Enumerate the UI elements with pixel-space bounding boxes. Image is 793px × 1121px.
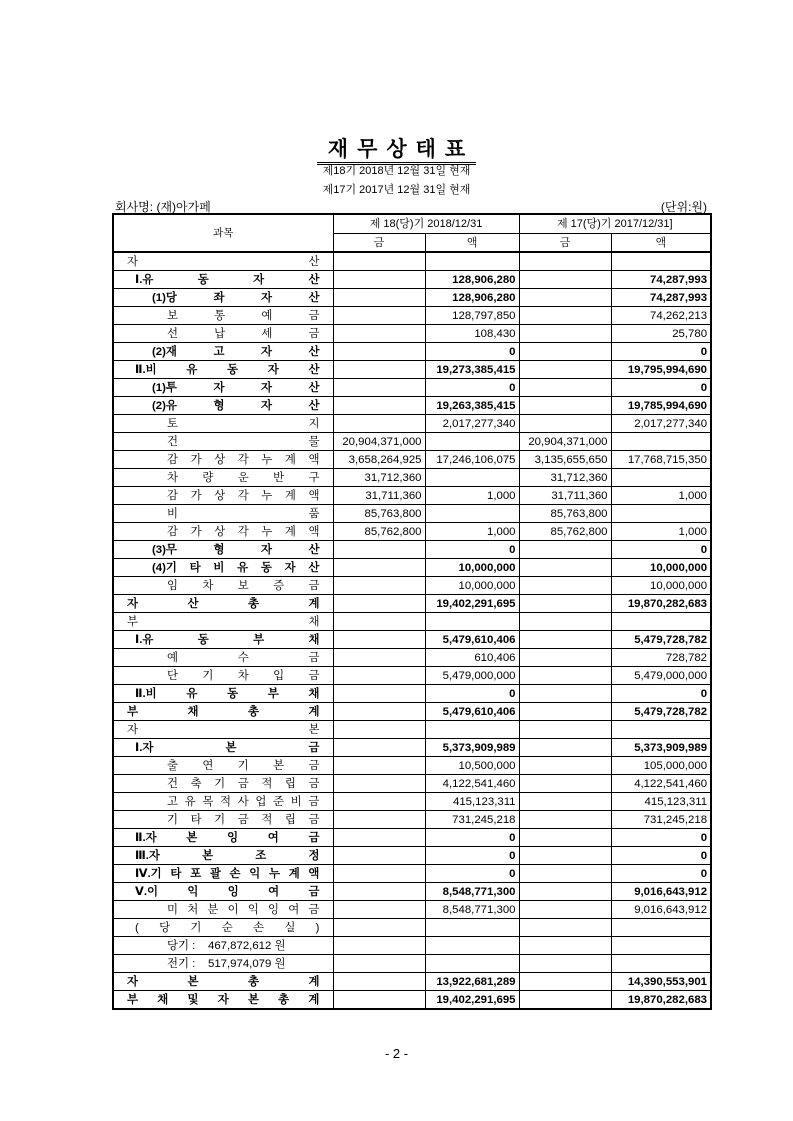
amount-cell [519, 739, 611, 757]
amount-cell [519, 973, 611, 991]
amount-cell: 31,711,360 [333, 487, 425, 505]
account-name: 자 산 총 계 [113, 595, 333, 613]
amount-cell [333, 271, 425, 289]
table-row [113, 739, 711, 757]
account-name: 예 수 금 [113, 649, 333, 667]
amount-cell: 0 [611, 847, 711, 865]
account-name: 보 통 예 금 [113, 307, 333, 325]
amount-cell: 5,479,610,406 [425, 631, 519, 649]
amount-cell: 31,711,360 [519, 487, 611, 505]
amount-cell: 5,479,728,782 [611, 703, 711, 721]
amount-cell: 3,658,264,925 [333, 451, 425, 469]
table-row [113, 667, 711, 685]
amount-cell [333, 415, 425, 433]
amount-cell [333, 973, 425, 991]
amount-cell: 5,479,000,000 [611, 667, 711, 685]
table-row [113, 991, 711, 1010]
amount-cell [519, 613, 611, 631]
table-row [113, 631, 711, 649]
amount-cell: 10,500,000 [425, 757, 519, 775]
table-row [113, 252, 711, 271]
amount-cell: 0 [611, 829, 711, 847]
amount-cell [425, 252, 519, 271]
account-name: 차 량 운 반 구 [113, 469, 333, 487]
amount-cell: 0 [425, 541, 519, 559]
table-row [113, 307, 711, 325]
amount-cell [333, 739, 425, 757]
amount-cell: 0 [611, 685, 711, 703]
table-row [113, 505, 711, 523]
table-row [113, 919, 711, 937]
balance-sheet-table [112, 213, 712, 1010]
account-name: Ⅰ.유 동 자 산 [113, 271, 333, 289]
amount-cell: 0 [425, 847, 519, 865]
amount-cell [333, 289, 425, 307]
amount-cell [333, 343, 425, 361]
amount-cell: 13,922,681,289 [425, 973, 519, 991]
amount-cell: 5,479,728,782 [611, 631, 711, 649]
amount-cell [519, 721, 611, 739]
header-current-period: 제 18(당)기 2018/12/31 [333, 214, 519, 234]
amount-cell [333, 252, 425, 271]
amount-cell [519, 307, 611, 325]
amount-cell [519, 703, 611, 721]
amount-cell: 74,262,213 [611, 307, 711, 325]
amount-cell: 10,000,000 [611, 559, 711, 577]
account-name: 부 채 총 계 [113, 703, 333, 721]
amount-cell [425, 937, 519, 955]
amount-cell [519, 415, 611, 433]
amount-cell [519, 937, 611, 955]
amount-cell: 0 [611, 865, 711, 883]
amount-cell [519, 343, 611, 361]
table-row [113, 433, 711, 451]
account-name: 당기 : 467,872,612 원 [113, 937, 333, 955]
header-account: 과목 [113, 214, 333, 252]
table-row [113, 865, 711, 883]
period-current: 제18기 2018년 12월 31일 현재 [322, 165, 471, 177]
account-name: 고 유 목 적 사 업 준 비 금 [113, 793, 333, 811]
table-row [113, 379, 711, 397]
account-name: Ⅱ.비 유 동 부 채 [113, 685, 333, 703]
account-name: 전기 : 517,974,079 원 [113, 955, 333, 973]
amount-cell [519, 252, 611, 271]
amount-cell: 85,763,800 [519, 505, 611, 523]
account-name: (2)유 형 자 산 [113, 397, 333, 415]
amount-cell [333, 667, 425, 685]
amount-cell: 31,712,360 [519, 469, 611, 487]
table-row [113, 559, 711, 577]
amount-cell [519, 289, 611, 307]
amount-cell: 19,795,994,690 [611, 361, 711, 379]
amount-cell [333, 361, 425, 379]
amount-cell [519, 811, 611, 829]
amount-cell [333, 937, 425, 955]
amount-cell [333, 307, 425, 325]
amount-cell: 108,430 [425, 325, 519, 343]
amount-cell: 19,263,385,415 [425, 397, 519, 415]
header-amount-label: 액 [425, 234, 519, 253]
amount-cell [611, 505, 711, 523]
amount-cell [519, 865, 611, 883]
amount-cell [519, 667, 611, 685]
table-row [113, 271, 711, 289]
amount-cell: 1,000 [425, 523, 519, 541]
amount-cell: 74,287,993 [611, 289, 711, 307]
account-name: 기 타 기 금 적 립 금 [113, 811, 333, 829]
amount-cell [611, 937, 711, 955]
account-name: 임 차 보 증 금 [113, 577, 333, 595]
amount-cell [333, 865, 425, 883]
amount-cell: 17,246,106,075 [425, 451, 519, 469]
account-name: 부 채 [113, 613, 333, 631]
table-row [113, 847, 711, 865]
table-row [113, 415, 711, 433]
account-name: Ⅰ.유 동 부 채 [113, 631, 333, 649]
account-name: 선 납 세 금 [113, 325, 333, 343]
table-row [113, 595, 711, 613]
amount-cell: 105,000,000 [611, 757, 711, 775]
amount-cell: 31,712,360 [333, 469, 425, 487]
amount-cell [611, 721, 711, 739]
table-row [113, 451, 711, 469]
amount-cell: 2,017,277,340 [425, 415, 519, 433]
table-row [113, 325, 711, 343]
amount-cell: 19,402,291,695 [425, 595, 519, 613]
amount-cell [333, 379, 425, 397]
amount-cell [611, 613, 711, 631]
amount-cell [425, 955, 519, 973]
amount-cell [333, 577, 425, 595]
account-name: 단 기 차 입 금 [113, 667, 333, 685]
amount-cell [519, 991, 611, 1010]
amount-cell: 0 [611, 541, 711, 559]
amount-cell [425, 919, 519, 937]
amount-cell: 731,245,218 [425, 811, 519, 829]
amount-cell [519, 559, 611, 577]
account-name: Ⅰ.자 본 금 [113, 739, 333, 757]
amount-cell [333, 811, 425, 829]
account-name: Ⅴ.이 익 잉 여 금 [113, 883, 333, 901]
account-name: (3)무 형 자 산 [113, 541, 333, 559]
header-amount-label: 금 [333, 234, 425, 253]
amount-cell [611, 469, 711, 487]
amount-cell [611, 433, 711, 451]
table-row [113, 613, 711, 631]
account-name: Ⅳ.기 타 포 괄 손 익 누 계 액 [113, 865, 333, 883]
amount-cell [333, 991, 425, 1010]
amount-cell [519, 883, 611, 901]
amount-cell: 731,245,218 [611, 811, 711, 829]
amount-cell: 728,782 [611, 649, 711, 667]
amount-cell: 20,904,371,000 [519, 433, 611, 451]
amount-cell [333, 919, 425, 937]
amount-cell [333, 397, 425, 415]
amount-cell: 9,016,643,912 [611, 901, 711, 919]
amount-cell: 10,000,000 [611, 577, 711, 595]
amount-cell [519, 541, 611, 559]
account-name: 건 물 [113, 433, 333, 451]
table-row [113, 775, 711, 793]
amount-cell: 74,287,993 [611, 271, 711, 289]
amount-cell: 128,906,280 [425, 271, 519, 289]
account-name: 자 본 총 계 [113, 973, 333, 991]
amount-cell: 0 [425, 685, 519, 703]
account-name: 미 처 분 이 익 잉 여 금 [113, 901, 333, 919]
amount-cell [519, 379, 611, 397]
amount-cell [333, 685, 425, 703]
amount-cell [611, 252, 711, 271]
header-prior-period: 제 17(당)기 2017/12/31] [519, 214, 711, 234]
account-name: ( 당 기 순 손 실 ) [113, 919, 333, 937]
amount-cell: 0 [425, 865, 519, 883]
table-row [113, 757, 711, 775]
period-prior: 제17기 2017년 12월 31일 현재 [322, 184, 471, 196]
amount-cell: 19,870,282,683 [611, 991, 711, 1010]
header-amount-label: 액 [611, 234, 711, 253]
header-amount-label: 금 [519, 234, 611, 253]
table-row [113, 343, 711, 361]
table-row [113, 523, 711, 541]
amount-cell [333, 325, 425, 343]
amount-cell [425, 433, 519, 451]
amount-cell [519, 361, 611, 379]
amount-cell: 19,785,994,690 [611, 397, 711, 415]
amount-cell [333, 595, 425, 613]
amount-cell [611, 919, 711, 937]
amount-cell: 5,373,909,989 [425, 739, 519, 757]
amount-cell [333, 793, 425, 811]
amount-cell: 5,479,610,406 [425, 703, 519, 721]
amount-cell: 20,904,371,000 [333, 433, 425, 451]
table-row [113, 811, 711, 829]
table-row [113, 361, 711, 379]
amount-cell [333, 613, 425, 631]
amount-cell: 128,797,850 [425, 307, 519, 325]
amount-cell: 5,479,000,000 [425, 667, 519, 685]
amount-cell [333, 955, 425, 973]
amount-cell: 8,548,771,300 [425, 901, 519, 919]
amount-cell: 415,123,311 [611, 793, 711, 811]
amount-cell: 85,763,800 [333, 505, 425, 523]
account-name: 감 가 상 각 누 계 액 [113, 487, 333, 505]
table-row [113, 649, 711, 667]
account-name: 자 산 [113, 252, 333, 271]
amount-cell [519, 919, 611, 937]
amount-cell: 8,548,771,300 [425, 883, 519, 901]
amount-cell [519, 631, 611, 649]
amount-cell: 1,000 [611, 487, 711, 505]
amount-cell [333, 901, 425, 919]
amount-cell [519, 595, 611, 613]
amount-cell [425, 721, 519, 739]
amount-cell [333, 559, 425, 577]
amount-cell: 85,762,800 [519, 523, 611, 541]
amount-cell [519, 325, 611, 343]
account-name: Ⅱ.자 본 잉 여 금 [113, 829, 333, 847]
amount-cell: 14,390,553,901 [611, 973, 711, 991]
account-name: 자 본 [113, 721, 333, 739]
amount-cell [333, 649, 425, 667]
amount-cell: 0 [425, 379, 519, 397]
amount-cell [333, 775, 425, 793]
amount-cell: 610,406 [425, 649, 519, 667]
account-name: 감 가 상 각 누 계 액 [113, 451, 333, 469]
amount-cell: 0 [425, 829, 519, 847]
amount-cell [519, 271, 611, 289]
amount-cell [519, 757, 611, 775]
amount-cell [519, 577, 611, 595]
account-name: (2)재 고 자 산 [113, 343, 333, 361]
amount-cell [611, 955, 711, 973]
amount-cell [519, 829, 611, 847]
amount-cell: 10,000,000 [425, 577, 519, 595]
amount-cell: 128,906,280 [425, 289, 519, 307]
table-row [113, 469, 711, 487]
amount-cell: 19,402,291,695 [425, 991, 519, 1010]
account-name: 비 품 [113, 505, 333, 523]
account-name: (4)기 타 비 유 동 자 산 [113, 559, 333, 577]
amount-cell [333, 829, 425, 847]
amount-cell: 0 [611, 379, 711, 397]
amount-cell [333, 631, 425, 649]
amount-cell: 3,135,655,650 [519, 451, 611, 469]
amount-cell: 4,122,541,460 [425, 775, 519, 793]
amount-cell [333, 721, 425, 739]
table-row [113, 973, 711, 991]
amount-cell: 25,780 [611, 325, 711, 343]
account-name: Ⅱ.비 유 동 자 산 [113, 361, 333, 379]
amount-cell [519, 901, 611, 919]
table-row [113, 703, 711, 721]
table-row [113, 487, 711, 505]
account-name: 부 채 및 자 본 총 계 [113, 991, 333, 1010]
amount-cell [425, 613, 519, 631]
account-name: Ⅲ.자 본 조 정 [113, 847, 333, 865]
account-name: (1)당 좌 자 산 [113, 289, 333, 307]
company-name: 회사명: (재)아가페 [115, 200, 211, 214]
amount-cell: 4,122,541,460 [611, 775, 711, 793]
document-title: 재무상태표 [0, 133, 793, 163]
account-name: 건 축 기 금 적 립 금 [113, 775, 333, 793]
amount-cell: 0 [611, 343, 711, 361]
amount-cell [519, 955, 611, 973]
table-row [113, 541, 711, 559]
account-name: 출 연 기 본 금 [113, 757, 333, 775]
amount-cell: 9,016,643,912 [611, 883, 711, 901]
amount-cell: 19,870,282,683 [611, 595, 711, 613]
table-body [113, 252, 711, 1009]
unit-label: (단위:원) [660, 200, 707, 214]
account-name: 토 지 [113, 415, 333, 433]
table-row [113, 955, 711, 973]
amount-cell [519, 775, 611, 793]
table-row [113, 829, 711, 847]
amount-cell: 10,000,000 [425, 559, 519, 577]
table-row [113, 901, 711, 919]
amount-cell: 2,017,277,340 [611, 415, 711, 433]
account-name: 감 가 상 각 누 계 액 [113, 523, 333, 541]
amount-cell: 1,000 [611, 523, 711, 541]
amount-cell [519, 397, 611, 415]
amount-cell: 17,768,715,350 [611, 451, 711, 469]
amount-cell [333, 883, 425, 901]
amount-cell [425, 505, 519, 523]
amount-cell: 0 [425, 343, 519, 361]
amount-cell [425, 469, 519, 487]
account-name: (1)투 자 자 산 [113, 379, 333, 397]
table-row [113, 289, 711, 307]
amount-cell [333, 847, 425, 865]
table-row [113, 937, 711, 955]
amount-cell [333, 541, 425, 559]
table-row [113, 685, 711, 703]
amount-cell: 5,373,909,989 [611, 739, 711, 757]
amount-cell: 19,273,385,415 [425, 361, 519, 379]
amount-cell [519, 793, 611, 811]
amount-cell: 85,762,800 [333, 523, 425, 541]
table-row [113, 397, 711, 415]
table-row [113, 721, 711, 739]
table-row [113, 883, 711, 901]
page-number: - 2 - [384, 1046, 409, 1061]
table-row [113, 577, 711, 595]
amount-cell [519, 649, 611, 667]
amount-cell [519, 847, 611, 865]
amount-cell: 415,123,311 [425, 793, 519, 811]
amount-cell [333, 757, 425, 775]
table-row [113, 793, 711, 811]
amount-cell [519, 685, 611, 703]
amount-cell: 1,000 [425, 487, 519, 505]
amount-cell [333, 703, 425, 721]
